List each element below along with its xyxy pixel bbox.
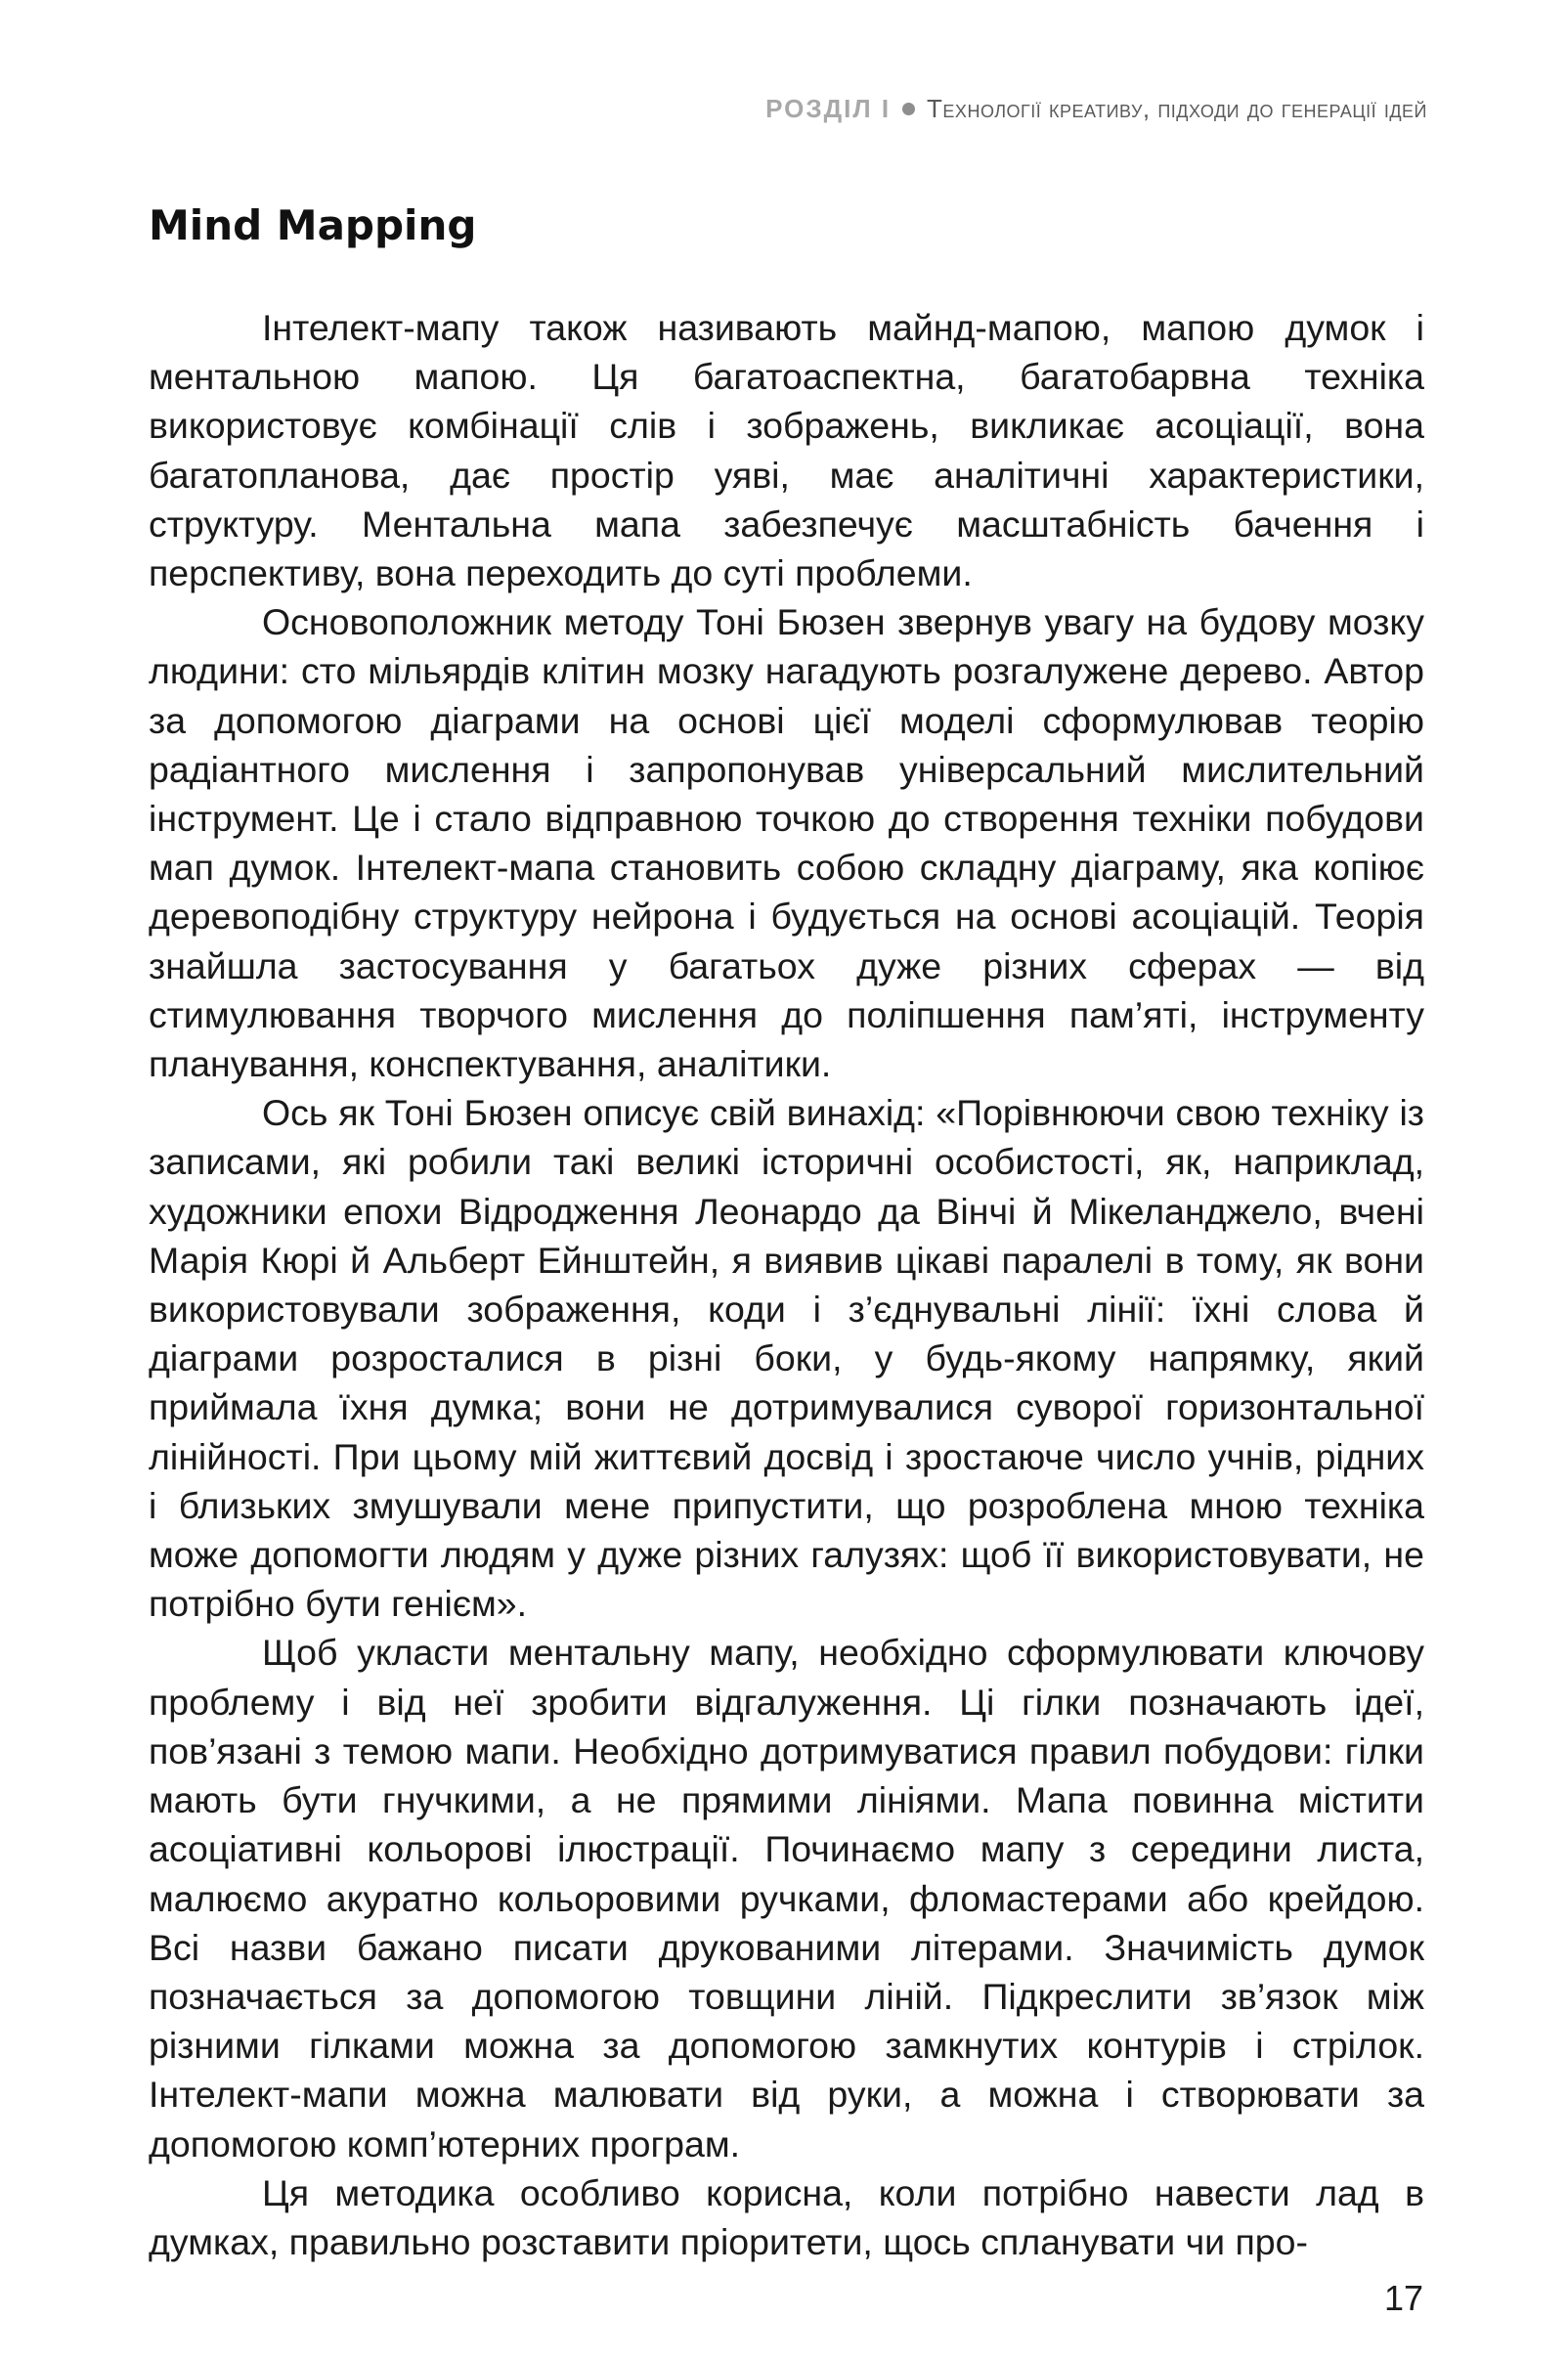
paragraph: Основоположник методу Тоні Бюзен звернув увагу на будову мозку людини: сто мільярдів клітин мозку нагадують розгалужене дерево. Автор за допомогою діаграми на основі цієї моделі сформулював теорію радіантного мислення і запропонував універсальний мислительний інструмент. Це і стало відправною точкою до створення техніки побудови мап думок. Інтелект-мапа становить собою складну діаграму, яка копіює деревоподібну структуру нейрона і будується на основі асоціацій. Теорія знайшла застосування у багатьох дуже різних сферах — від стимулювання творчого мислення до поліпшення пам’яті, інструменту планування, конспектування, аналітики. <box>149 601 1424 1085</box>
section-title: Технології креативу, підходи до генерації ідей <box>927 94 1427 123</box>
section-label: РОЗДІЛ І <box>765 94 892 123</box>
bullet-icon <box>902 103 915 115</box>
paragraph: Щоб укласти ментальну мапу, необхідно сформулювати ключову проблему і від неї зробити відгалуження. Ці гілки позначають ідеї, пов’язані з темою мапи. Необхідно дотримуватися правил побудови: гілки мають бути гнучкими, а не прямими лініями. Мапа повинна містити асоціативні кольорові ілюстрації. Починаємо мапу з середини листа, малюємо акуратно кольоровими ручками, фломастерами або крейдою. Всі назви бажано писати друкованими літерами. Значимість думок позначається за допомогою товщини ліній. Підкреслити зв’язок між різними гілками можна за допомогою замкнутих контурів і стрілок. Інтелект-мапи можна малювати від руки, а можна і створювати за допомогою комп’ютерних програм. <box>149 1632 1424 2165</box>
paragraph: Ця методика особливо корисна, коли потрібно навести лад в думках, правильно розставити пріоритети, щось спланувати чи про- <box>149 2171 1424 2262</box>
paragraph: Ось як Тоні Бюзен описує свій винахід: «Порівнюючи свою техніку із записами, які робили такі великі історичні особистості, як, наприклад, художники епохи Відродження Леонардо да Вінчі й Мікеланджело, вчені Марія Кюрі й Альберт Ейнштейн, я виявив цікаві паралелі в тому, як вони використовували зображення, коди і з’єднувальні лінії: їхні слова й діаграми розросталися в різні боки, у будь-якому напрямку, який приймала їхня думка; вони не дотримувалися суворої горизонтальної лінійності. При цьому мій життєвий досвід і зростаюче число учнів, рідних і близьких змушували мене припустити, що розроблена мною техніка може допомогти людям у дуже різних галузях: щоб її використовувати, не потрібно бути генієм». <box>149 1092 1424 1625</box>
page-heading: Mind Mapping <box>149 201 477 249</box>
paragraph: Інтелект-мапу також називають майнд-мапою, мапою думок і ментальною мапою. Ця багатоаспектна, багатобарвна техніка використовує комбінації слів і зображень, викликає асоціації, вона багатопланова, дає простір уяві, має аналітичні характеристики, структуру. Ментальна мапа забезпечує масштабність бачення і перспективу, вона переходить до суті проблеми. <box>149 307 1424 594</box>
body-text <box>149 303 1424 2266</box>
running-header <box>765 94 1427 124</box>
page-number: 17 <box>1383 2278 1423 2318</box>
